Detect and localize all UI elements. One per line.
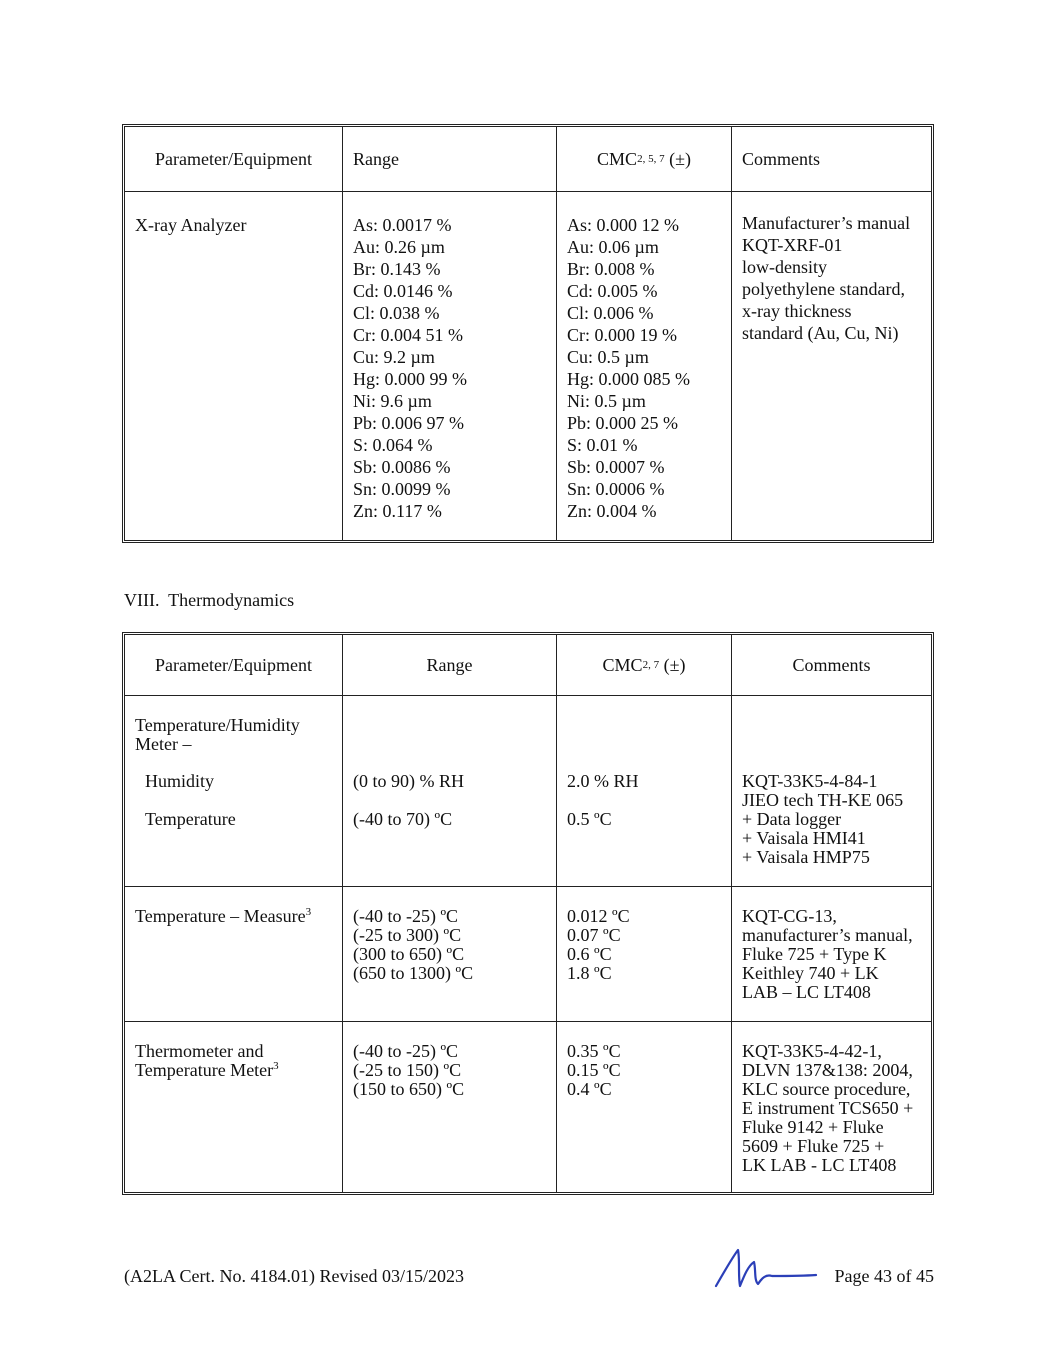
comment-line: manufacturer’s manual, (742, 925, 913, 945)
comment-line: KQT-33K5-4-84-1 (742, 771, 878, 791)
signature (710, 1246, 820, 1297)
cmc-value: 0.012 ºC (567, 906, 630, 926)
sub-param-humidity: Humidity (145, 771, 215, 791)
table-row (125, 695, 931, 886)
xray-table (122, 124, 934, 543)
comment-line: polyethylene standard, (742, 279, 905, 299)
range-value: (-40 to -25) ºC (353, 906, 459, 926)
cmc-value: 0.15 ºC (567, 1060, 621, 1080)
measure-ranges (342, 887, 556, 1021)
param-line-2 (135, 1061, 332, 1080)
cmc-value: Cd: 0.005 % (567, 281, 658, 301)
comment-line: standard (Au, Cu, Ni) (742, 323, 899, 343)
cmc-value: Cl: 0.006 % (567, 303, 654, 323)
range-value: (-25 to 300) ºC (353, 925, 462, 945)
header-parameter: Parameter/Equipment (155, 655, 312, 675)
range-value: S: 0.064 % (353, 435, 433, 455)
range-value: Ni: 9.6 µm (353, 391, 432, 411)
table-header-row (125, 635, 931, 695)
comment-line: LAB – LC LT408 (742, 982, 871, 1002)
range-value: Sb: 0.0086 % (353, 457, 451, 477)
param-sup: 3 (305, 906, 312, 918)
param-line: Meter – (135, 734, 192, 754)
cmc-value: 0.4 ºC (567, 1079, 612, 1099)
humidity-meter-cmc (556, 696, 731, 886)
range-value: Au: 0.26 µm (353, 237, 445, 257)
cmc-value: 1.8 ºC (567, 963, 612, 983)
comment-line: E instrument TCS650 + (742, 1098, 914, 1118)
header-cmc-label: CMC (597, 149, 638, 169)
comment-line: JIEO tech TH-KE 065 (742, 790, 904, 810)
header-range: Range (342, 635, 556, 695)
measure-cmcs (556, 887, 731, 1021)
range-value: Cd: 0.0146 % (353, 281, 453, 301)
comment-line: Keithley 740 + LK (742, 963, 879, 983)
humidity-meter-param (125, 696, 342, 886)
comment-line: x-ray thickness (742, 301, 852, 321)
header-parameter: Parameter/Equipment (155, 149, 312, 169)
range-value: (150 to 650) ºC (353, 1079, 465, 1099)
range-value: Zn: 0.117 % (353, 501, 442, 521)
comment-line: Manufacturer’s manual (742, 213, 911, 233)
section-title: VIII. Thermodynamics (124, 590, 295, 610)
range-temperature: (-40 to 70) ºC (353, 809, 453, 829)
param-label: Temperature – Measure (135, 906, 306, 926)
cmc-value: Pb: 0.000 25 % (567, 413, 679, 433)
cmc-value: Sn: 0.0006 % (567, 479, 665, 499)
cmc-value: Hg: 0.000 085 % (567, 369, 690, 389)
cmc-temperature: 0.5 ºC (567, 809, 612, 829)
range-value: (650 to 1300) ºC (353, 963, 474, 983)
comment-line: Fluke 725 + Type K (742, 944, 887, 964)
header-cmc: CMC 2, 5, 7 (±) (556, 127, 731, 191)
cmc-value: Zn: 0.004 % (567, 501, 657, 521)
range-value: Cl: 0.038 % (353, 303, 440, 323)
cmc-value: Ni: 0.5 µm (567, 391, 646, 411)
thermometer-cmcs (556, 1022, 731, 1192)
comment-line: + Data logger (742, 809, 842, 829)
humidity-meter-range (342, 696, 556, 886)
cmc-value: 0.35 ºC (567, 1041, 621, 1061)
cmc-value: Br: 0.008 % (567, 259, 655, 279)
comment-line: KQT-CG-13, (742, 906, 837, 926)
range-value: (-25 to 150) ºC (353, 1060, 462, 1080)
comment-line: + Vaisala HMP75 (742, 847, 870, 867)
header-cmc-suffix: (±) (664, 149, 691, 169)
range-value: Sn: 0.0099 % (353, 479, 451, 499)
range-value: Br: 0.143 % (353, 259, 441, 279)
comment-line: KQT-33K5-4-42-1, (742, 1041, 882, 1061)
humidity-meter-comments (731, 696, 931, 886)
param-sup: 3 (273, 1060, 279, 1072)
param-line: Thermometer and (135, 1041, 264, 1061)
cmc-value: Sb: 0.0007 % (567, 457, 665, 477)
range-value: As: 0.0017 % (353, 215, 452, 235)
cmc-value: Au: 0.06 µm (567, 237, 659, 257)
comment-line: KLC source procedure, (742, 1079, 911, 1099)
thermodynamics-table (122, 632, 934, 1195)
cmc-value: Cu: 0.5 µm (567, 347, 649, 367)
header-cmc-label: CMC (602, 655, 643, 675)
header-cmc-suffix: (±) (659, 655, 686, 675)
cmc-value: S: 0.01 % (567, 435, 638, 455)
range-value: Pb: 0.006 97 % (353, 413, 465, 433)
range-value: Cr: 0.004 51 % (353, 325, 463, 345)
comment-line: LK LAB - LC LT408 (742, 1155, 897, 1175)
cmc-value: 0.07 ºC (567, 925, 621, 945)
range-value: (300 to 650) ºC (353, 944, 465, 964)
cmc-value: 0.6 ºC (567, 944, 612, 964)
thermometer-param (125, 1022, 342, 1192)
measure-param (125, 887, 342, 1021)
sub-param-temperature: Temperature (145, 809, 236, 829)
xray-ranges (342, 192, 556, 540)
thermometer-ranges (342, 1022, 556, 1192)
xray-cmcs (556, 192, 731, 540)
header-comments: Comments (731, 127, 931, 191)
cmc-humidity: 2.0 % RH (567, 771, 639, 791)
xray-param: X-ray Analyzer (135, 215, 247, 235)
table-row (125, 886, 931, 1021)
param-line: Temperature/Humidity (135, 715, 300, 735)
table-row (125, 191, 931, 540)
comment-line: low-density (742, 257, 827, 277)
range-value: Hg: 0.000 99 % (353, 369, 467, 389)
range-humidity: (0 to 90) % RH (353, 771, 464, 791)
range-value: (-40 to -25) ºC (353, 1041, 459, 1061)
header-comments: Comments (731, 635, 931, 695)
header-range: Range (342, 127, 556, 191)
comment-line: + Vaisala HMI41 (742, 828, 866, 848)
comment-line: 5609 + Fluke 725 + (742, 1136, 885, 1156)
header-cmc: CMC 2, 7 (±) (556, 635, 731, 695)
thermometer-comments (731, 1022, 931, 1192)
comment-line: KQT-XRF-01 (742, 235, 843, 255)
xray-comments (731, 192, 931, 540)
table-row (125, 1021, 931, 1192)
comment-line: Fluke 9142 + Fluke (742, 1117, 884, 1137)
cmc-value: Cr: 0.000 19 % (567, 325, 677, 345)
footer-cert: (A2LA Cert. No. 4184.01) Revised 03/15/2023 (124, 1266, 464, 1286)
param-label: Temperature Meter (135, 1060, 274, 1080)
table-header-row (125, 127, 931, 191)
range-value: Cu: 9.2 µm (353, 347, 435, 367)
footer-page-number: Page 43 of 45 (834, 1266, 934, 1286)
measure-comments (731, 887, 931, 1021)
comment-line: DLVN 137&138: 2004, (742, 1060, 913, 1080)
cmc-value: As: 0.000 12 % (567, 215, 679, 235)
